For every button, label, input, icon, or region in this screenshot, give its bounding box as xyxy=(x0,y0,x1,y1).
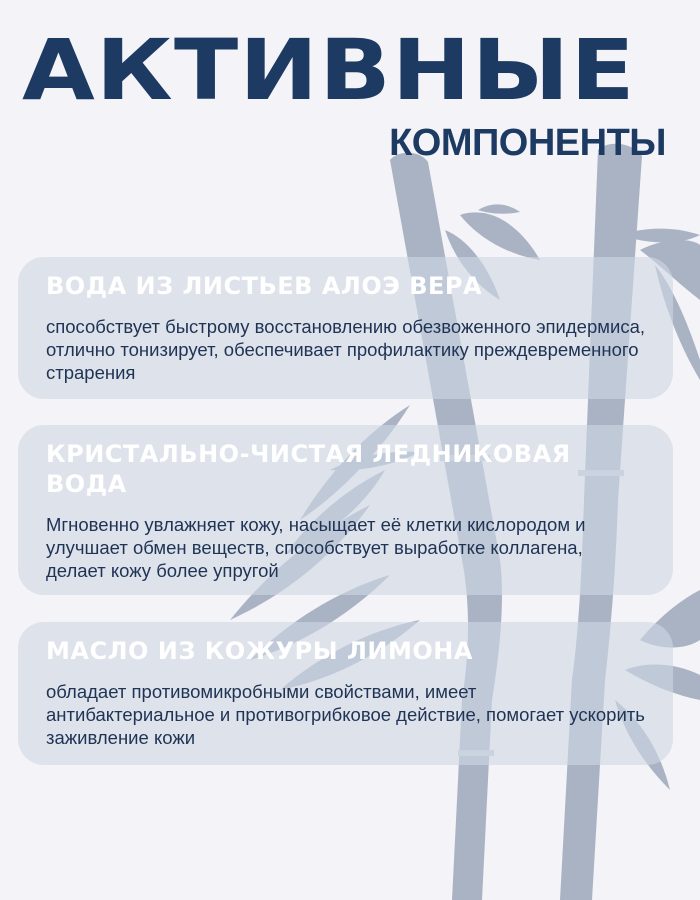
component-title: КРИСТАЛЬНО-ЧИСТАЯ ЛЕДНИКОВАЯ ВОДА xyxy=(46,440,571,498)
component-description: Мгновенно увлажняет кожу, насыщает её клетки кислородом и улучшает обмен веществ, способствует выработке коллагена, делает кожу более упругой xyxy=(46,514,586,581)
page-title: АКТИВНЫЕ xyxy=(22,21,636,119)
component-card-lemon-oil xyxy=(18,622,673,765)
component-description: способствует быстрому восстановлению обезвоженного эпидермиса, отлично тонизирует, обеспечивает профилактику преждевременного страрения xyxy=(46,316,645,383)
component-title: МАСЛО ИЗ КОЖУРЫ ЛИМОНА xyxy=(46,637,473,665)
component-description: обладает противомикробными свойствами, имеет антибактериальное и противогрибковое действие, помогает ускорить заживление кожи xyxy=(46,681,645,748)
component-title: ВОДА ИЗ ЛИСТЬЕВ АЛОЭ ВЕРА xyxy=(46,272,483,300)
page-subtitle: КОМПОНЕНТЫ xyxy=(389,122,666,164)
component-card-glacier-water xyxy=(18,425,673,595)
component-card-aloe xyxy=(18,257,673,399)
